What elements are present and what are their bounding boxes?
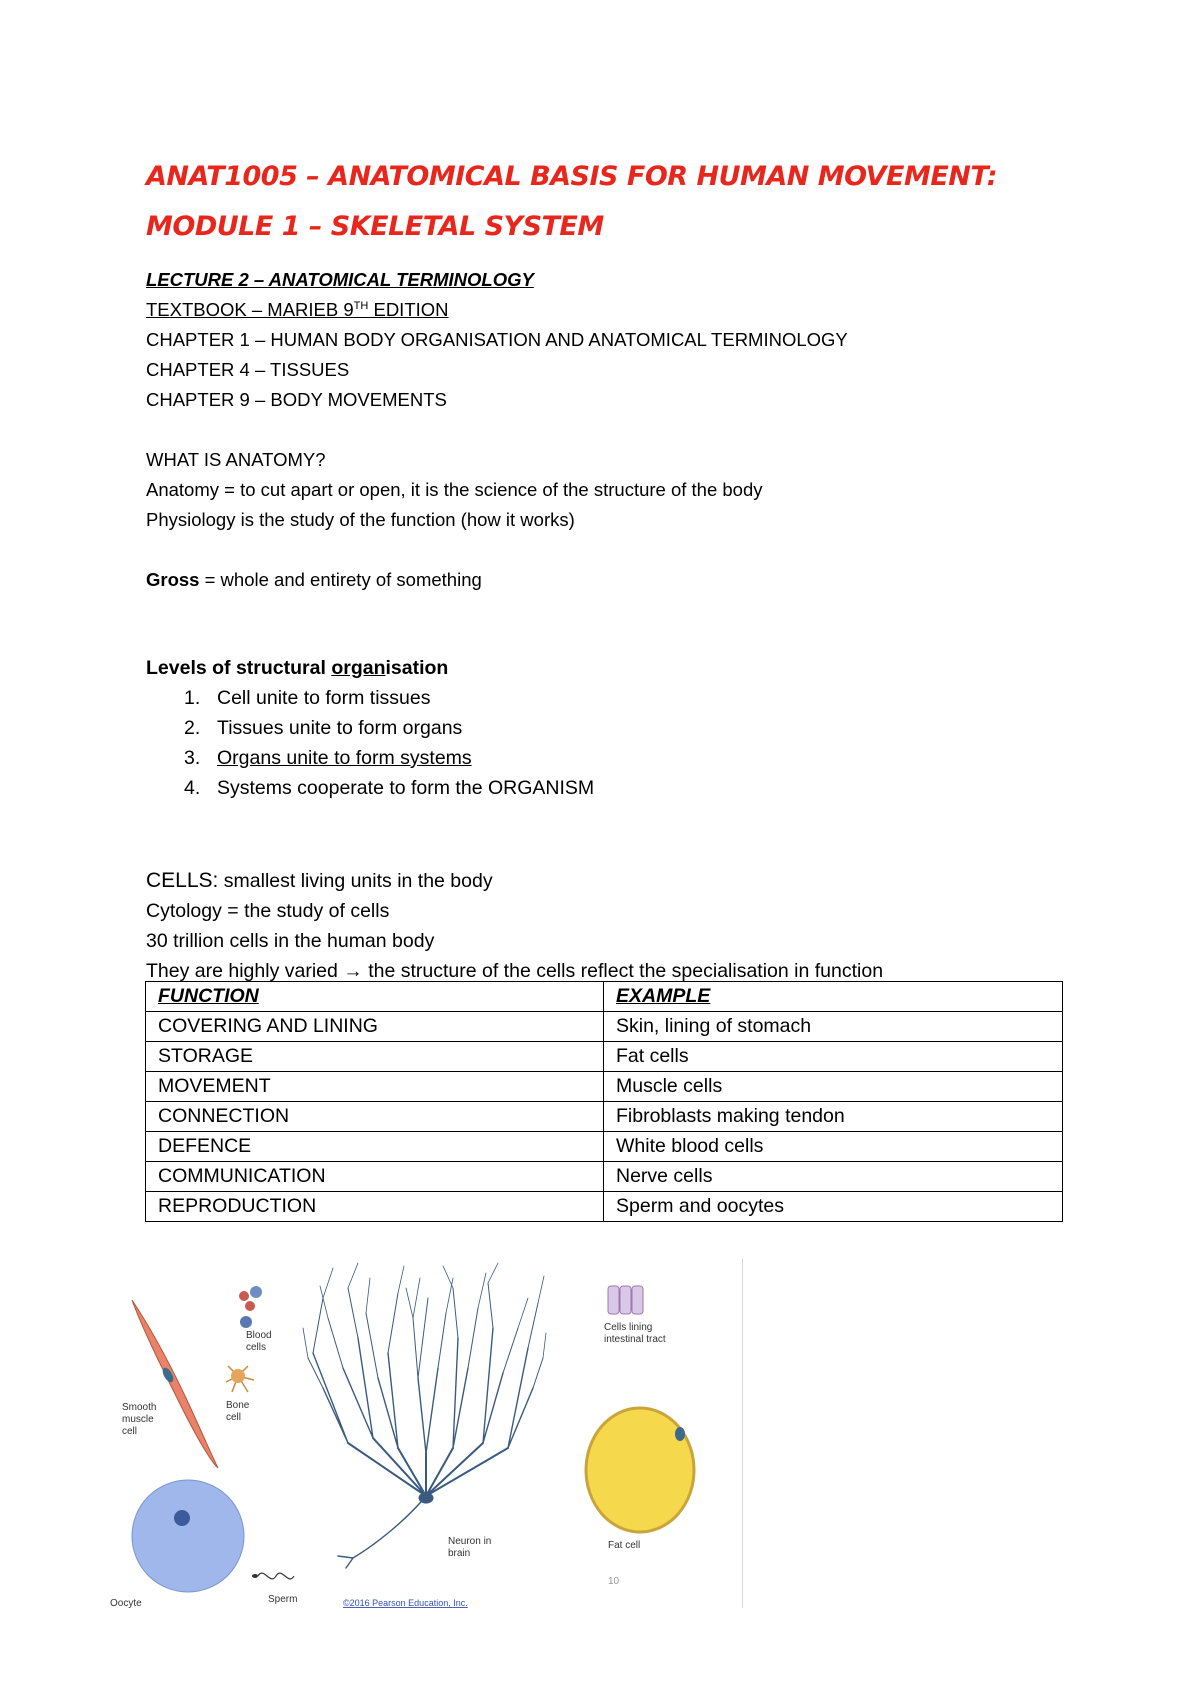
cytology-definition: Cytology = the study of cells: [146, 900, 390, 922]
cells-definition: [146, 866, 493, 896]
fat-cell-illustration: [586, 1408, 694, 1532]
levels-list: [146, 683, 594, 803]
textbook-superscript: TH: [353, 299, 369, 312]
chapter-1: CHAPTER 1 – HUMAN BODY ORGANISATION AND ANATOMICAL TERMINOLOGY: [146, 329, 848, 350]
chapter-9: CHAPTER 9 – BODY MOVEMENTS: [146, 389, 447, 410]
list-number: 1.: [184, 687, 201, 709]
figure-divider: [742, 1258, 743, 1608]
slide-page-number: 10: [608, 1576, 620, 1587]
blood-cells-label-1: Blood: [246, 1330, 272, 1341]
textbook-edition: EDITION: [368, 299, 449, 320]
fat-cell-label: Fat cell: [608, 1540, 641, 1551]
gross-text: = whole and entirety of something: [199, 569, 482, 590]
table-cell: CONNECTION: [146, 1102, 604, 1132]
smooth-muscle-label-2: muscle: [122, 1414, 154, 1425]
varied-text-a: They are highly varied: [146, 960, 344, 982]
neuron-label-2: brain: [448, 1548, 471, 1559]
title-line-2: MODULE 1 – SKELETAL SYSTEM: [146, 211, 604, 242]
table-row: [146, 1192, 1063, 1222]
document-title: [146, 152, 1146, 252]
neuron-illustration: [303, 1263, 546, 1568]
table-cell: Nerve cells: [604, 1162, 1063, 1192]
smooth-muscle-label-3: cell: [122, 1426, 138, 1437]
table-cell: MOVEMENT: [146, 1072, 604, 1102]
list-item: [146, 743, 594, 773]
smooth-muscle-label-1: Smooth: [122, 1402, 157, 1413]
lining-label-1: Cells lining: [604, 1322, 653, 1333]
bone-cell-label-2: cell: [226, 1412, 242, 1423]
table-cell: COMMUNICATION: [146, 1162, 604, 1192]
lecture-heading: LECTURE 2 – ANATOMICAL TERMINOLOGY: [146, 269, 534, 290]
cells-term: CELLS:: [146, 869, 219, 892]
table-cell: Sperm and oocytes: [604, 1192, 1063, 1222]
lining-label-2: intestinal tract: [604, 1334, 666, 1345]
table-cell: Fibroblasts making tendon: [604, 1102, 1063, 1132]
table-cell: Muscle cells: [604, 1072, 1063, 1102]
blood-cells-illustration: [239, 1286, 262, 1328]
title-line-1: ANAT1005 – ANATOMICAL BASIS FOR HUMAN MOVEMENT:: [146, 161, 998, 192]
neuron-label-1: Neuron in: [448, 1536, 492, 1547]
list-text: Cell unite to form tissues: [217, 687, 431, 709]
list-text: Organs unite to form systems: [217, 747, 472, 769]
table-cell: DEFENCE: [146, 1132, 604, 1162]
gross-definition: [146, 565, 482, 595]
list-number: 3.: [184, 747, 201, 769]
list-number: 2.: [184, 717, 201, 739]
levels-heading-c: isation: [385, 657, 449, 679]
list-number: 4.: [184, 777, 201, 799]
textbook-text: TEXTBOOK – MARIEB 9: [146, 299, 354, 320]
list-text: Tissues unite to form organs: [217, 717, 463, 739]
table-header: EXAMPLE: [604, 982, 1063, 1012]
levels-heading-b: organ: [331, 657, 386, 679]
table-cell: REPRODUCTION: [146, 1192, 604, 1222]
intestinal-lining-illustration: [608, 1286, 643, 1314]
blood-cells-label-2: cells: [246, 1342, 267, 1353]
gross-term: Gross: [146, 569, 200, 590]
table-header: FUNCTION: [146, 982, 604, 1012]
list-text: Systems cooperate to form the ORGANISM: [217, 777, 595, 799]
anatomy-definition: Anatomy = to cut apart or open, it is the science of the structure of the body: [146, 479, 763, 500]
table-row: [146, 1132, 1063, 1162]
function-table: [145, 981, 1063, 1222]
cells-text: smallest living units in the body: [218, 870, 493, 892]
arrow-icon: →: [343, 960, 363, 982]
sperm-illustration: [252, 1573, 294, 1579]
sperm-label: Sperm: [268, 1594, 298, 1605]
textbook-line: [146, 295, 449, 325]
cell-count: 30 trillion cells in the human body: [146, 930, 435, 952]
list-item: [146, 773, 594, 803]
levels-heading: [146, 653, 448, 683]
list-item: [146, 683, 594, 713]
anatomy-heading: WHAT IS ANATOMY?: [146, 449, 326, 470]
oocyte-illustration: [132, 1480, 244, 1592]
bone-cell-illustration: [226, 1366, 254, 1392]
smooth-muscle-cell-illustration: [132, 1300, 218, 1468]
cell-types-figure: [108, 1258, 748, 1608]
table-row: [146, 1102, 1063, 1132]
levels-heading-a: Levels of structural: [146, 657, 332, 679]
varied-text-b: the structure of the cells reflect the specialisation in function: [362, 960, 884, 982]
chapter-4: CHAPTER 4 – TISSUES: [146, 359, 350, 380]
table-cell: Fat cells: [604, 1042, 1063, 1072]
copyright-label: ©2016 Pearson Education, Inc.: [343, 1598, 468, 1608]
table-cell: White blood cells: [604, 1132, 1063, 1162]
table-row: [146, 1042, 1063, 1072]
table-cell: Skin, lining of stomach: [604, 1012, 1063, 1042]
list-item: [146, 713, 594, 743]
table-row: [146, 1012, 1063, 1042]
table-cell: STORAGE: [146, 1042, 604, 1072]
physiology-definition: Physiology is the study of the function (how it works): [146, 509, 575, 530]
table-row: [146, 1072, 1063, 1102]
oocyte-label: Oocyte: [110, 1598, 142, 1608]
table-row: [146, 1162, 1063, 1192]
bone-cell-label-1: Bone: [226, 1400, 250, 1411]
table-cell: COVERING AND LINING: [146, 1012, 604, 1042]
table-header-row: [146, 982, 1063, 1012]
